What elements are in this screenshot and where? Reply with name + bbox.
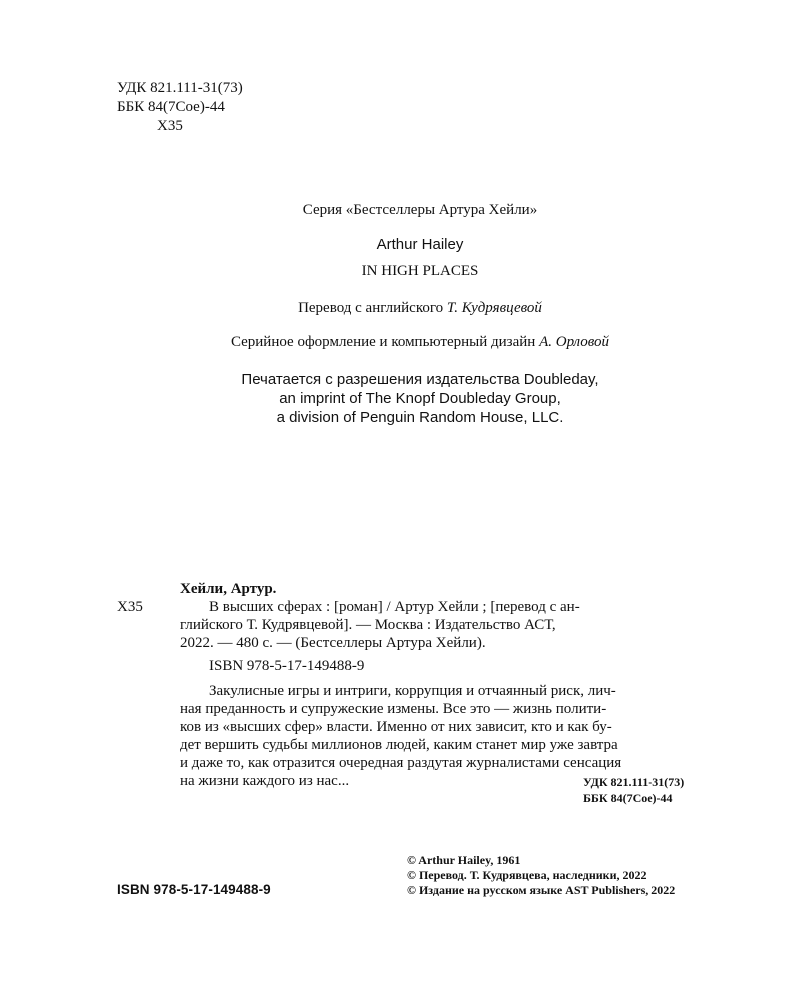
translator-name: Т. Кудрявцевой [446, 300, 542, 316]
copyright-line: © Перевод. Т. Кудрявцева, наследники, 2022 [407, 868, 647, 882]
catalog-bbk: ББК 84(7Сое)-44 [583, 791, 673, 805]
annotation-line: ная преданность и супружеские измены. Все это — жизнь полити- [180, 701, 607, 717]
permission-line: an imprint of The Knopf Doubleday Group, [279, 390, 561, 407]
translation-prefix: Перевод с английского [298, 300, 447, 316]
catalog-description-line: В высших сферах : [роман] / Артур Хейли ; [перевод с ан- [209, 599, 580, 615]
permission-line: a division of Penguin Random House, LLC. [276, 409, 564, 426]
original-author: Arthur Hailey [376, 236, 464, 253]
copyright-line: © Arthur Hailey, 1961 [407, 853, 521, 867]
annotation-line: ков из «высших сфер» власти. Именно от них зависит, кто и как бу- [180, 719, 612, 735]
catalog-isbn: ISBN 978-5-17-149488-9 [209, 658, 365, 674]
annotation-line: Закулисные игры и интриги, коррупция и отчаянный риск, лич- [209, 683, 616, 699]
translation-credit [0, 300, 800, 317]
annotation-line: и даже то, как отразится очередная раздутая журналистами сенсация [180, 755, 622, 771]
annotation-line: дет вершить судьбы миллионов людей, каким станет мир уже завтра [180, 737, 618, 753]
catalog-author-heading: Хейли, Артур. [180, 581, 277, 597]
design-credit [0, 334, 800, 351]
catalog-author-mark: Х35 [117, 599, 143, 615]
catalog-udk: УДК 821.111-31(73) [583, 775, 685, 789]
designer-name: А. Орловой [539, 334, 610, 350]
footer-isbn: ISBN 978-5-17-149488-9 [117, 882, 271, 897]
author-mark: Х35 [157, 118, 183, 134]
original-title: IN HIGH PLACES [361, 263, 479, 279]
permission-notice [0, 370, 800, 427]
series-line: Серия «Бестселлеры Артура Хейли» [302, 202, 538, 218]
bbk-code: ББК 84(7Сое)-44 [117, 99, 225, 115]
udk-code: УДК 821.111-31(73) [117, 80, 243, 96]
copyright-line: © Издание на русском языке AST Publishers, 2022 [407, 883, 676, 897]
permission-line: Печатается с разрешения издательства Doubleday, [241, 371, 599, 388]
annotation-line: на жизни каждого из нас... [180, 773, 350, 789]
catalog-description-line: 2022. — 480 с. — (Бестселлеры Артура Хейли). [180, 635, 486, 651]
design-prefix: Серийное оформление и компьютерный дизайн [230, 334, 540, 350]
catalog-description-line: глийского Т. Кудрявцевой]. — Москва : Издательство АСТ, [180, 617, 556, 633]
